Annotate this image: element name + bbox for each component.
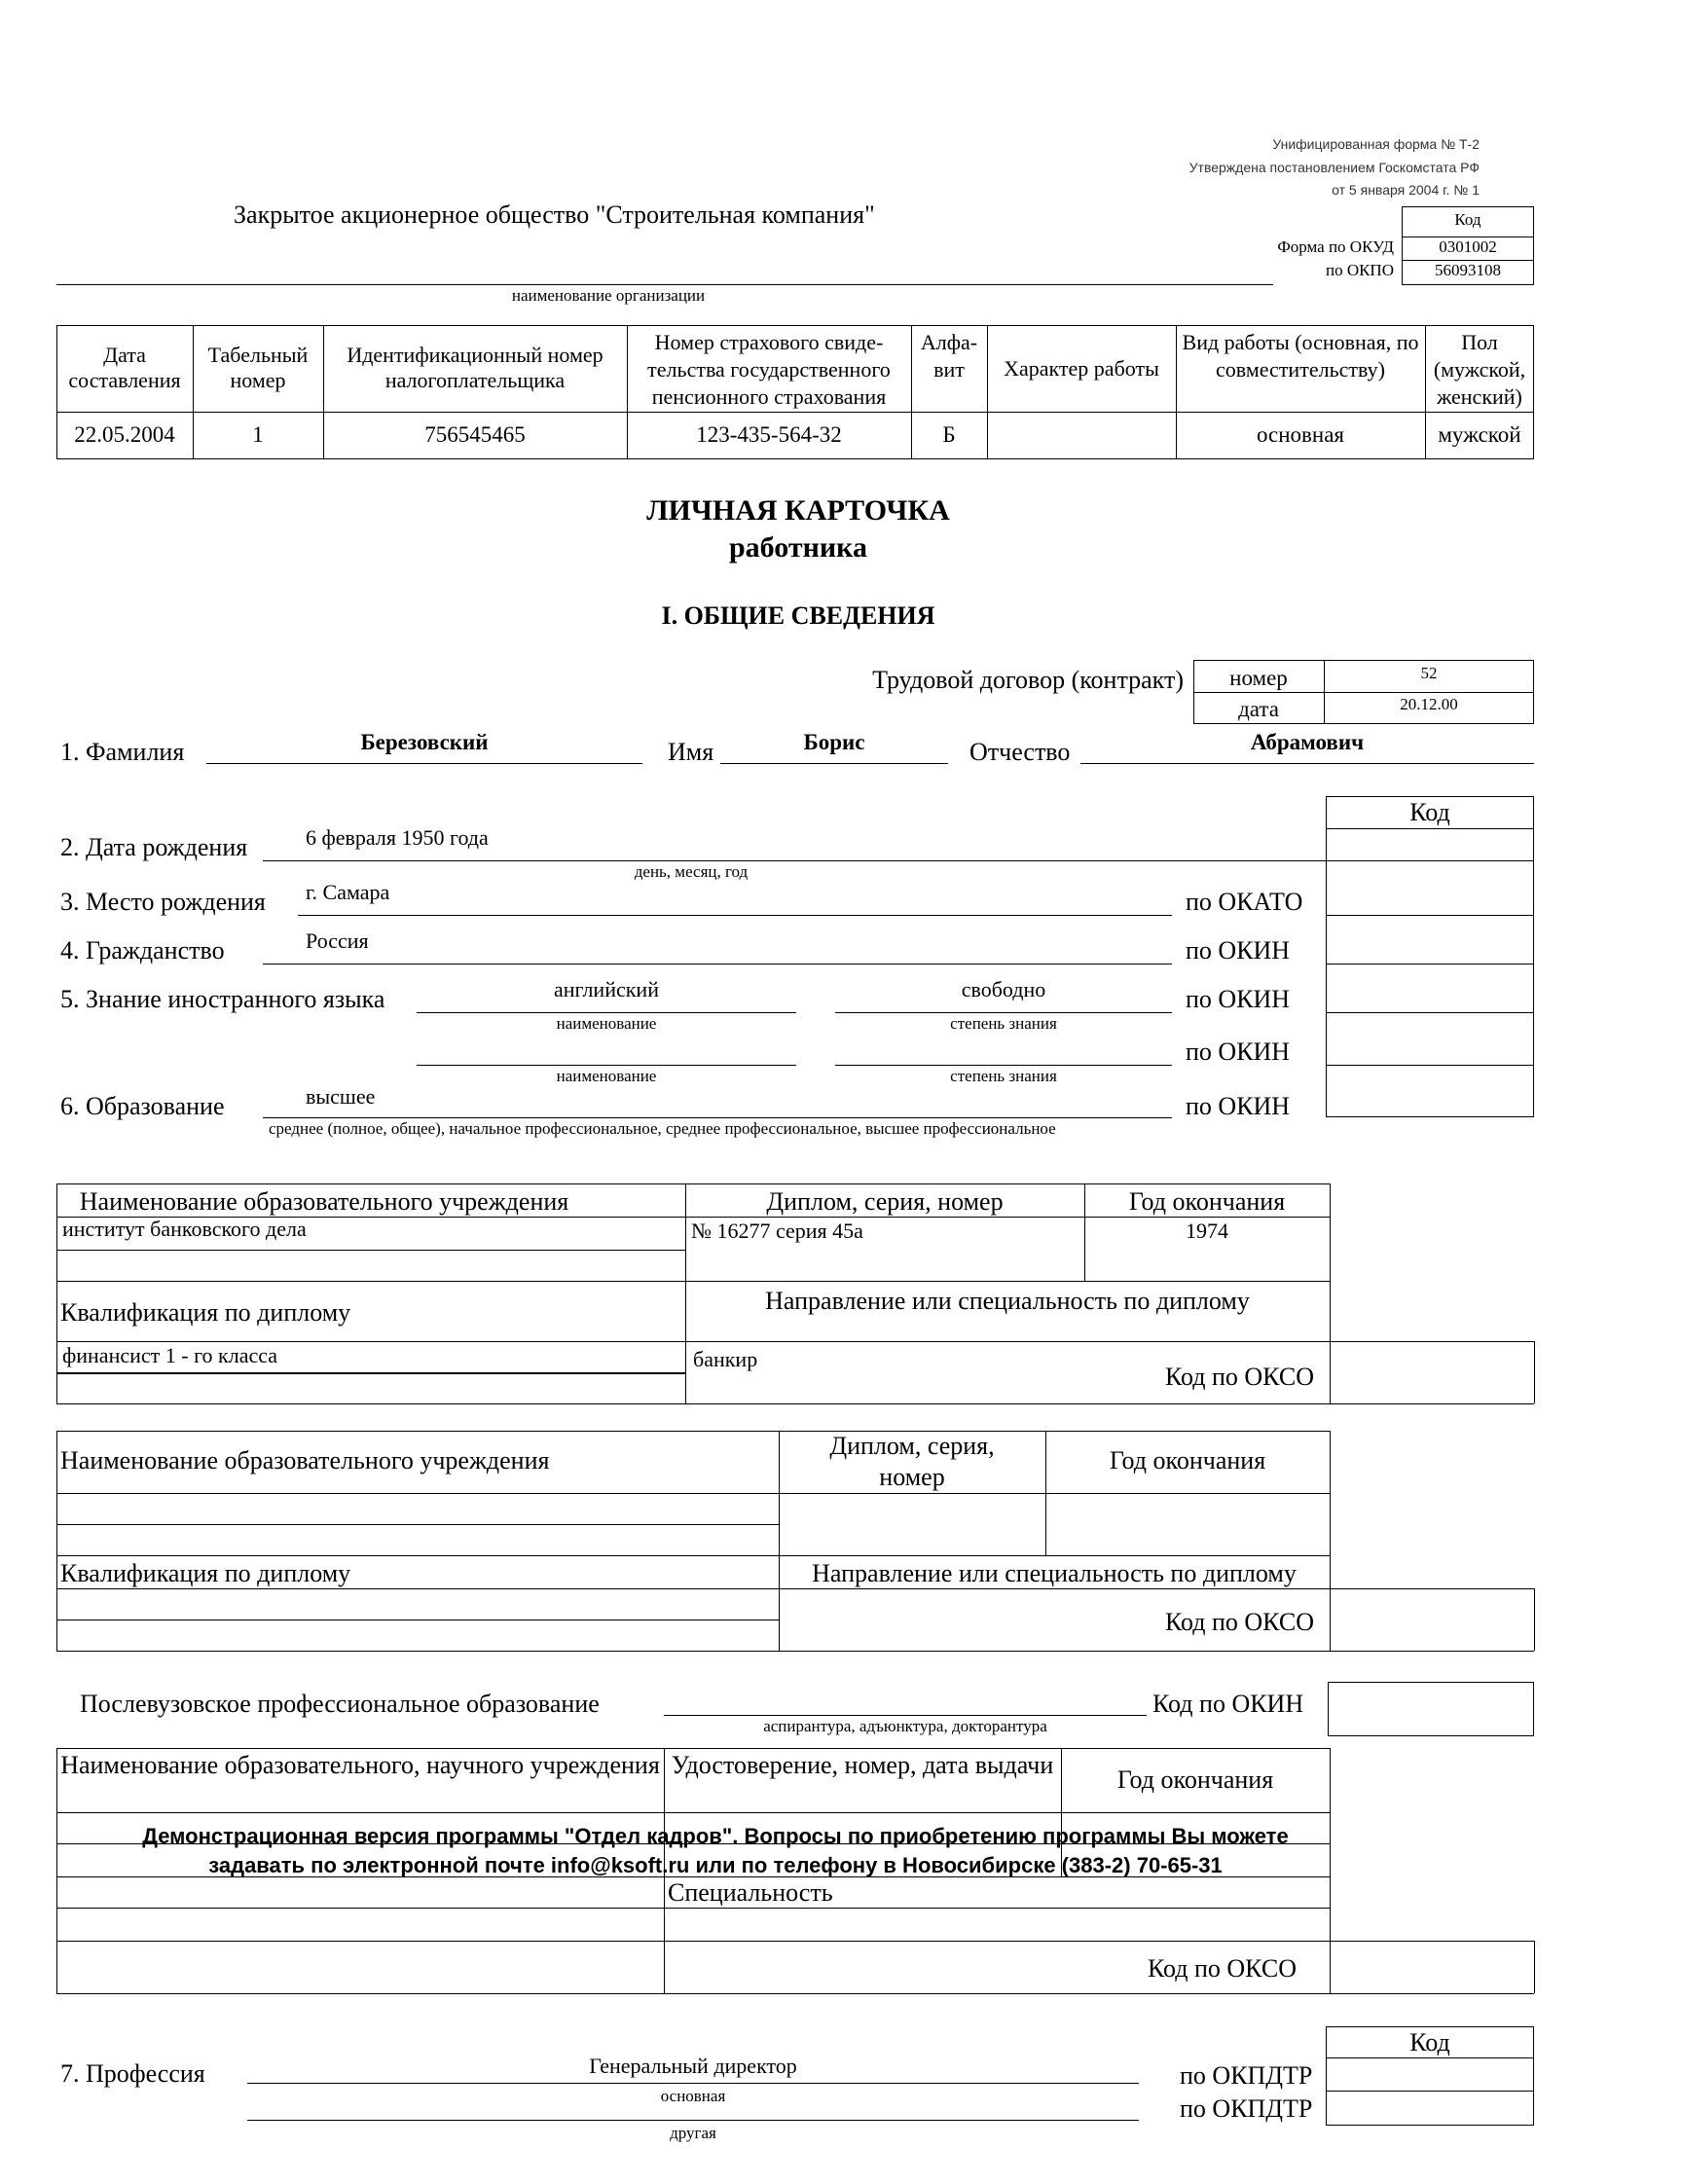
education-label: 6. Образование — [60, 1092, 225, 1120]
language2-okin-label: по ОКИН — [1186, 1037, 1291, 1066]
th-alphabet: Алфа- вит — [920, 330, 978, 382]
edu2-h-qualification: Квалификация по диплому — [60, 1559, 351, 1587]
th-date: Дата составления — [68, 343, 181, 392]
organization-line — [56, 284, 1273, 285]
language1-caption-name: наименование — [556, 1014, 657, 1033]
postgrad-okso-label: Код по ОКСО — [1147, 1954, 1297, 1983]
education-okin-label: по ОКИН — [1186, 1092, 1291, 1120]
edu2-h-diploma: Диплом, серия, номер — [829, 1432, 995, 1491]
edu1-okso-label: Код по ОКСО — [1164, 1363, 1314, 1391]
profession-caption-other: другая — [670, 2124, 716, 2142]
contract-number: 52 — [1420, 664, 1438, 682]
language1-value: английский — [554, 977, 659, 1001]
organization-name: Закрытое акционерное общество "Строительная компания" — [234, 200, 875, 229]
profession-main: Генеральный директор — [589, 2054, 797, 2078]
language2-caption-name: наименование — [556, 1067, 657, 1085]
profession-okpdtr-label-2: по ОКПДТР — [1180, 2094, 1313, 2123]
postgrad-label: Послевузовское профессиональное образование — [80, 1690, 600, 1718]
edu1-year: 1974 — [1186, 1219, 1228, 1243]
edu2-h-year: Год окончания — [1109, 1446, 1266, 1474]
citizenship-value: Россия — [306, 928, 369, 953]
form-header-line3: от 5 января 2004 г. № 1 — [1332, 182, 1480, 198]
education-caption: среднее (полное, общее), начальное профессиональное, среднее профессиональное, высшее профессиональное — [269, 1119, 1056, 1138]
patronymic-label: Отчество — [969, 738, 1071, 766]
postgrad-okin-box — [1328, 1682, 1534, 1736]
contract-label: Трудовой договор (контракт) — [872, 666, 1184, 694]
th-work-character: Характер работы — [1004, 356, 1159, 381]
name-label: Имя — [668, 738, 714, 766]
td-alphabet: Б — [942, 422, 956, 447]
td-snils: 123-435-564-32 — [696, 422, 842, 447]
card-subtitle: работника — [728, 531, 868, 564]
td-inn: 756545465 — [424, 422, 526, 447]
profession-okpdtr-label-1: по ОКПДТР — [1180, 2061, 1313, 2090]
postgrad-okin-label: Код по ОКИН — [1152, 1690, 1304, 1718]
contract-date-label: дата — [1238, 697, 1279, 721]
contract-number-label: номер — [1229, 666, 1288, 690]
okud-value: 0301002 — [1439, 237, 1497, 256]
birth-label: 2. Дата рождения — [60, 833, 248, 861]
birth-caption: день, месяц, год — [634, 862, 749, 881]
td-tab-no: 1 — [252, 422, 264, 447]
edu2-h-institution: Наименование образовательного учреждения — [60, 1446, 550, 1474]
language1-level: свободно — [961, 977, 1046, 1001]
name-value: Борис — [803, 730, 865, 754]
profession-code-header: Код — [1409, 2028, 1450, 2057]
surname-label: 1. Фамилия — [60, 738, 185, 766]
td-gender: мужской — [1438, 422, 1521, 447]
citizenship-okin-label: по ОКИН — [1186, 936, 1291, 965]
birthplace-value: г. Самара — [306, 880, 390, 904]
edu1-specialty: банкир — [693, 1347, 758, 1371]
birthplace-label: 3. Место рождения — [60, 888, 266, 916]
organization-caption: наименование организации — [511, 286, 706, 305]
contract-date: 20.12.00 — [1400, 695, 1458, 713]
codes-header: Код — [1454, 210, 1481, 229]
edu1-h-diploma: Диплом, серия, номер — [766, 1187, 1004, 1216]
section-title: I. ОБЩИЕ СВЕДЕНИЯ — [661, 601, 935, 630]
edu1-h-year: Год окончания — [1128, 1187, 1286, 1216]
patronymic-value: Абрамович — [1250, 730, 1365, 754]
td-date: 22.05.2004 — [74, 422, 175, 447]
demo-watermark-line2: задавать по электронной почте info@ksoft.ru или по телефону в Новосибирске (383-2) 70-65-31 — [208, 1853, 1223, 1877]
th-snils: Номер страхового свиде- тельства государственного пенсионного страхования — [647, 330, 891, 409]
okpo-label: по ОКПО — [1325, 261, 1394, 279]
person-code-header: Код — [1409, 798, 1450, 826]
edu1-institution: институт банковского дела — [62, 1217, 307, 1241]
th-inn: Идентификационный номер налогоплательщика — [347, 343, 603, 392]
edu1-h-institution: Наименование образовательного учреждения — [79, 1187, 569, 1216]
surname-value: Березовский — [360, 730, 489, 754]
okato-label: по ОКАТО — [1186, 888, 1303, 916]
language1-okin-label: по ОКИН — [1186, 985, 1291, 1013]
language1-caption-level: степень знания — [950, 1014, 1057, 1033]
citizenship-label: 4. Гражданство — [60, 936, 225, 965]
edu1-h-qualification: Квалификация по диплому — [60, 1298, 351, 1327]
edu1-qualification: финансист 1 - го класса — [62, 1343, 278, 1367]
edu2-h-specialty: Направление или специальность по диплому — [812, 1559, 1297, 1587]
profession-label: 7. Профессия — [60, 2059, 205, 2088]
card-title: ЛИЧНАЯ КАРТОЧКА — [646, 494, 950, 527]
language-label: 5. Знание иностранного языка — [60, 985, 385, 1013]
postgrad-h-certificate: Удостоверение, номер, дата выдачи — [671, 1751, 1054, 1779]
form-header-line2: Утверждена постановлением Госкомстата РФ — [1188, 160, 1480, 175]
td-work-type: основная — [1256, 422, 1345, 447]
edu1-h-specialty: Направление или специальность по диплому — [765, 1287, 1250, 1315]
th-tab-no: Табельный номер — [207, 343, 309, 392]
person-codes-box — [1326, 796, 1534, 1117]
okud-label: Форма по ОКУД — [1277, 237, 1394, 256]
th-gender: Пол (мужской, женский) — [1433, 330, 1526, 409]
okpo-value: 56093108 — [1435, 261, 1501, 279]
postgrad-h-year: Год окончания — [1116, 1765, 1274, 1794]
profession-caption-main: основная — [660, 2087, 726, 2105]
postgrad-h-specialty: Специальность — [668, 1878, 833, 1907]
postgrad-h-institution: Наименование образовательного, научного учреждения — [60, 1751, 660, 1779]
edu1-diploma: № 16277 серия 45а — [691, 1219, 863, 1243]
birth-value: 6 февраля 1950 года — [306, 825, 489, 850]
language2-caption-level: степень знания — [950, 1067, 1057, 1085]
form-header-line1: Унифицированная форма № Т-2 — [1272, 136, 1480, 152]
postgrad-caption: аспирантура, адъюнктура, докторантура — [763, 1717, 1047, 1735]
demo-watermark-line1: Демонстрационная версия программы "Отдел кадров". Вопросы по приобретению программы Вы можете — [142, 1824, 1289, 1848]
education-value: высшее — [306, 1084, 376, 1109]
edu2-okso-label: Код по ОКСО — [1164, 1608, 1314, 1636]
th-work-type: Вид работы (основная, по совместительству) — [1182, 330, 1419, 382]
